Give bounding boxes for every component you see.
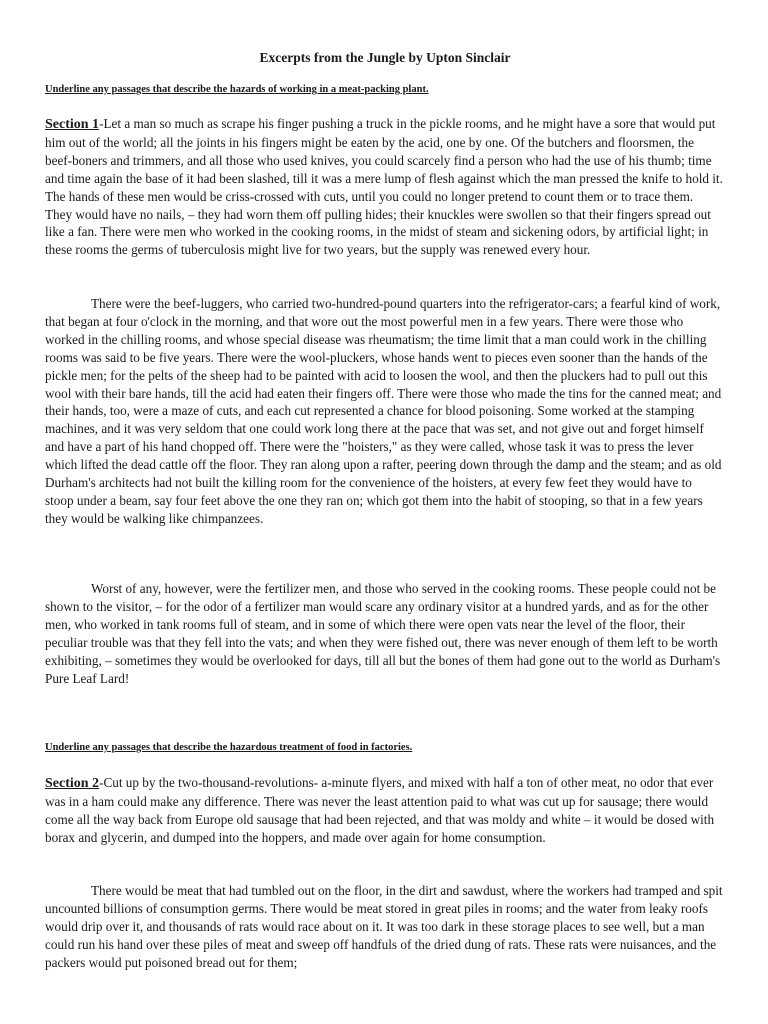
section-2-label: Section 2	[45, 776, 100, 791]
section-2-paragraph-1-text: -Cut up by the two-thousand-revolutions- a-minute flyers, and mixed with half a ton of other meat, no odor that ever was in a ham could make any difference. There was never the least attention paid to what was cut up for sausage; there would come all the way back from Europe old sausage that had been rejected, and that was moldy and white – it would be dosed with borax and glycerin, and dumped into the hoppers, and made over again for home consumption.	[45, 775, 715, 845]
section-1-instruction: Underline any passages that describe the hazards of working in a meat-packing plant.	[45, 84, 429, 95]
section-1-label: Section 1	[45, 117, 100, 132]
section-2-paragraph-1	[45, 774, 723, 847]
section-1-paragraph-2: There were the beef-luggers, who carried two-hundred-pound quarters into the refrigerator-cars; a fearful kind of work, that began at four o'clock in the morning, and that wore out the most powerful men in a few years. There were those who worked in the chilling rooms, and whose special disease was rheumatism; the time limit that a man could work in the chilling rooms was said to be five years. There were the wool-pluckers, whose hands went to pieces even sooner than the hands of the pickle men; for the pelts of the sheep had to be painted with acid to loosen the wool, and then the pluckers had to pull out this wool with their bare hands, till the acid had eaten their fingers off. There were those who made the tins for the canned meat; and their hands, too, were a maze of cuts, and each cut represented a chance for blood poisoning. Some worked at the stamping machines, and it was very seldom that one could work long there at the pace that was set, and not give out and forget himself and have a part of his hand chopped off. There were the "hoisters," as they were called, whose task it was to press the lever which lifted the dead cattle off the floor. They ran along upon a rafter, peering down through the damp and the steam; and as old Durham's architects had not built the killing room for the convenience of the hoisters, at every few feet they would have to stoop under a beam, say four feet above the one they ran on; which got them into the habit of stooping, so that in a few years they would be walking like chimpanzees.	[45, 296, 722, 526]
section-1-paragraph-3: Worst of any, however, were the fertilizer men, and those who served in the cooking rooms. These people could not be shown to the visitor, – for the odor of a fertilizer man would scare any ordinary visitor at a hundred yards, and as for the other men, who worked in tank rooms full of steam, and in some of which there were open vats near the level of the floor, their peculiar trouble was that they fell into the vats; and when they were fished out, there was never enough of them left to be worth exhibiting, – sometimes they would be overlooked for days, till all but the bones of them had gone out to the world as Durham's Pure Leaf Lard!	[45, 581, 721, 686]
section-2-instruction: Underline any passages that describe the hazardous treatment of food in factories.	[45, 742, 413, 753]
document-title: Excerpts from the Jungle by Upton Sinclair	[259, 50, 511, 65]
section-2-paragraph-2: There would be meat that had tumbled out on the floor, in the dirt and sawdust, where the workers had tramped and spit uncounted billions of consumption germs. There would be meat stored in great piles in rooms; and the water from leaky roofs would drip over it, and thousands of rats would race about on it. It was too dark in these storage places to see well, but a man could run his hand over these piles of meat and sweep off handfuls of the dried dung of rats. These rats were nuisances, and the packers would put poisoned bread out for them;	[45, 883, 723, 970]
section-1-paragraph-1-text: -Let a man so much as scrape his finger pushing a truck in the pickle rooms, and he might have a sore that would put him out of the world; all the joints in his fingers might be eaten by the acid, one by one. Of the butchers and floorsmen, the beef-boners and trimmers, and all those who used knives, you could scarcely find a person who had the use of his thumb; time and time again the base of it had been slashed, till it was a mere lump of flesh against which the man pressed the knife to hold it. The hands of these men would be criss-crossed with cuts, until you could no longer pretend to count them or to trace them. They would have no nails, – they had worn them off pulling hides; their knuckles were swollen so that their fingers spread out like a fan. There were men who worked in the cooking rooms, in the midst of steam and sickening odors, by artificial light; in these rooms the germs of tuberculosis might live for two years, but the supply was renewed every hour.	[45, 116, 723, 258]
section-1-paragraph-1	[45, 115, 723, 259]
